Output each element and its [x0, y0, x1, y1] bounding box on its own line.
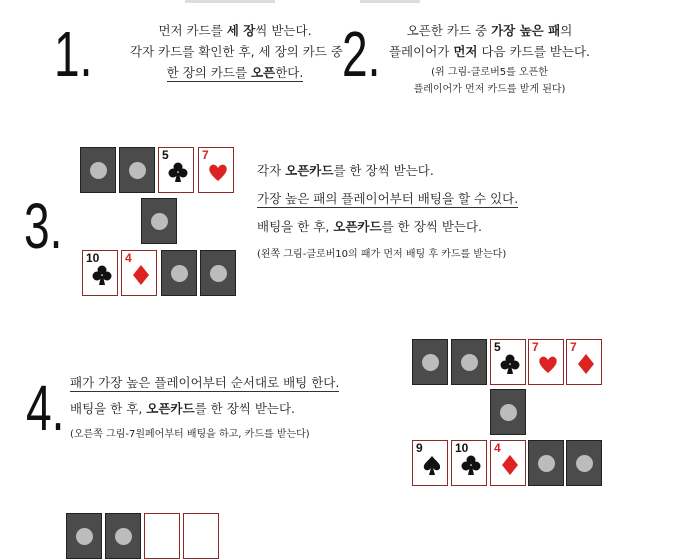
heart-icon: [207, 161, 229, 183]
step3-number: 3.: [24, 190, 63, 262]
step1-line3b: 오픈: [251, 65, 276, 80]
step1-line3c: 한다.: [275, 65, 304, 80]
card-7-diamonds: [566, 339, 602, 385]
step4-number: 4.: [26, 372, 65, 444]
diamond-icon: [575, 353, 597, 375]
heart-icon: [537, 353, 559, 375]
card-4-diamonds: [490, 440, 526, 486]
step2-line1a: 오픈한 카드 중: [406, 23, 492, 38]
top-edge-strip-right: [360, 0, 420, 3]
club-icon: [460, 454, 482, 476]
step2-line2a: 플레이어가: [388, 44, 454, 59]
card-back: [161, 250, 197, 296]
card-rank: 4: [125, 251, 132, 265]
card-back-partial: [66, 513, 102, 559]
card-rank: 10: [86, 251, 100, 265]
card-back: [566, 440, 602, 486]
card-rank: 5: [162, 148, 169, 162]
club-icon: [167, 161, 189, 183]
card-rank: 7: [532, 340, 539, 354]
club-icon: [499, 353, 521, 375]
club-icon: [91, 264, 113, 286]
step4-line2a: 배팅을 한 후,: [70, 401, 147, 416]
step1-number: 1.: [54, 18, 93, 90]
spade-icon: [421, 454, 443, 476]
step3-line1c: 를 한 장씩 받는다.: [333, 163, 434, 178]
step4-text: [70, 370, 339, 448]
step2-line1b: 가장 높은 패: [491, 23, 561, 38]
step3-line3b: 오픈카드: [333, 219, 382, 234]
card-10-clubs: [451, 440, 487, 486]
step4-line2b: 오픈카드: [146, 401, 195, 416]
step3-line1b: 오픈카드: [285, 163, 334, 178]
card-face-partial: [144, 513, 180, 559]
card-back: [119, 147, 155, 193]
card-7-hearts: [528, 339, 564, 385]
step2-line1c: 의: [560, 23, 573, 38]
top-edge-strip-left: [185, 0, 275, 3]
step3-text: [257, 157, 518, 269]
card-back: [200, 250, 236, 296]
step2-number: 2.: [342, 18, 381, 90]
diamond-icon: [499, 454, 521, 476]
step1-line3: [167, 65, 304, 82]
step3-line1a: 각자: [257, 163, 286, 178]
step2-line2b: 먼저: [453, 44, 478, 59]
step2-note2: 플레이어가 먼저 카드를 받게 된다): [413, 84, 566, 95]
card-rank: 10: [455, 441, 469, 455]
card-face-partial: [183, 513, 219, 559]
card-4-diamonds: [121, 250, 157, 296]
step3-line3c: 를 한 장씩 받는다.: [381, 219, 483, 234]
card-rank: 7: [202, 148, 209, 162]
card-rank: 7: [570, 340, 577, 354]
card-5-clubs: [490, 339, 526, 385]
card-rank: 5: [494, 340, 501, 354]
step3-line3a: 배팅을 한 후,: [257, 219, 334, 234]
card-7-hearts: [198, 147, 234, 193]
diamond-icon: [130, 264, 152, 286]
card-9-spades: [412, 440, 448, 486]
card-rank: 4: [494, 441, 501, 455]
step2-text: [372, 20, 607, 98]
card-back: [412, 339, 448, 385]
step4-note: (오른쪽 그림-7원페어부터 배팅을 하고, 카드를 받는다): [70, 429, 310, 440]
step4-line1: 패가 가장 높은 플레이어부터 순서대로 배팅 한다.: [70, 375, 340, 390]
step1-line2: 각자 카드를 확인한 후, 세 장의 카드 중: [130, 44, 343, 59]
step1-line1c: 씩 받는다.: [255, 23, 312, 38]
card-10-clubs: [82, 250, 118, 296]
step1-text: [130, 20, 343, 83]
card-back: [80, 147, 116, 193]
step1-line3a: 한 장의 카드를: [166, 65, 252, 80]
step1-line1b: 세 장: [226, 23, 256, 38]
card-back: [141, 198, 177, 244]
card-back: [490, 389, 526, 435]
card-5-clubs: [158, 147, 194, 193]
step1-line1a: 먼저 카드를: [158, 23, 227, 38]
step3-line2: 가장 높은 패의 플레이어부터 배팅을 할 수 있다.: [257, 191, 519, 206]
card-back: [528, 440, 564, 486]
step2-note1: (위 그림-클로버5를 오픈한: [431, 67, 548, 78]
card-back-partial: [105, 513, 141, 559]
step4-line2c: 를 한 장씩 받는다.: [194, 401, 296, 416]
step3-note: (왼쪽 그림-클로버10의 패가 먼저 배팅 후 카드를 받는다): [257, 249, 507, 260]
card-rank: 9: [416, 441, 423, 455]
step2-line2c: 다음 카드를 받는다.: [477, 44, 590, 59]
card-back: [451, 339, 487, 385]
